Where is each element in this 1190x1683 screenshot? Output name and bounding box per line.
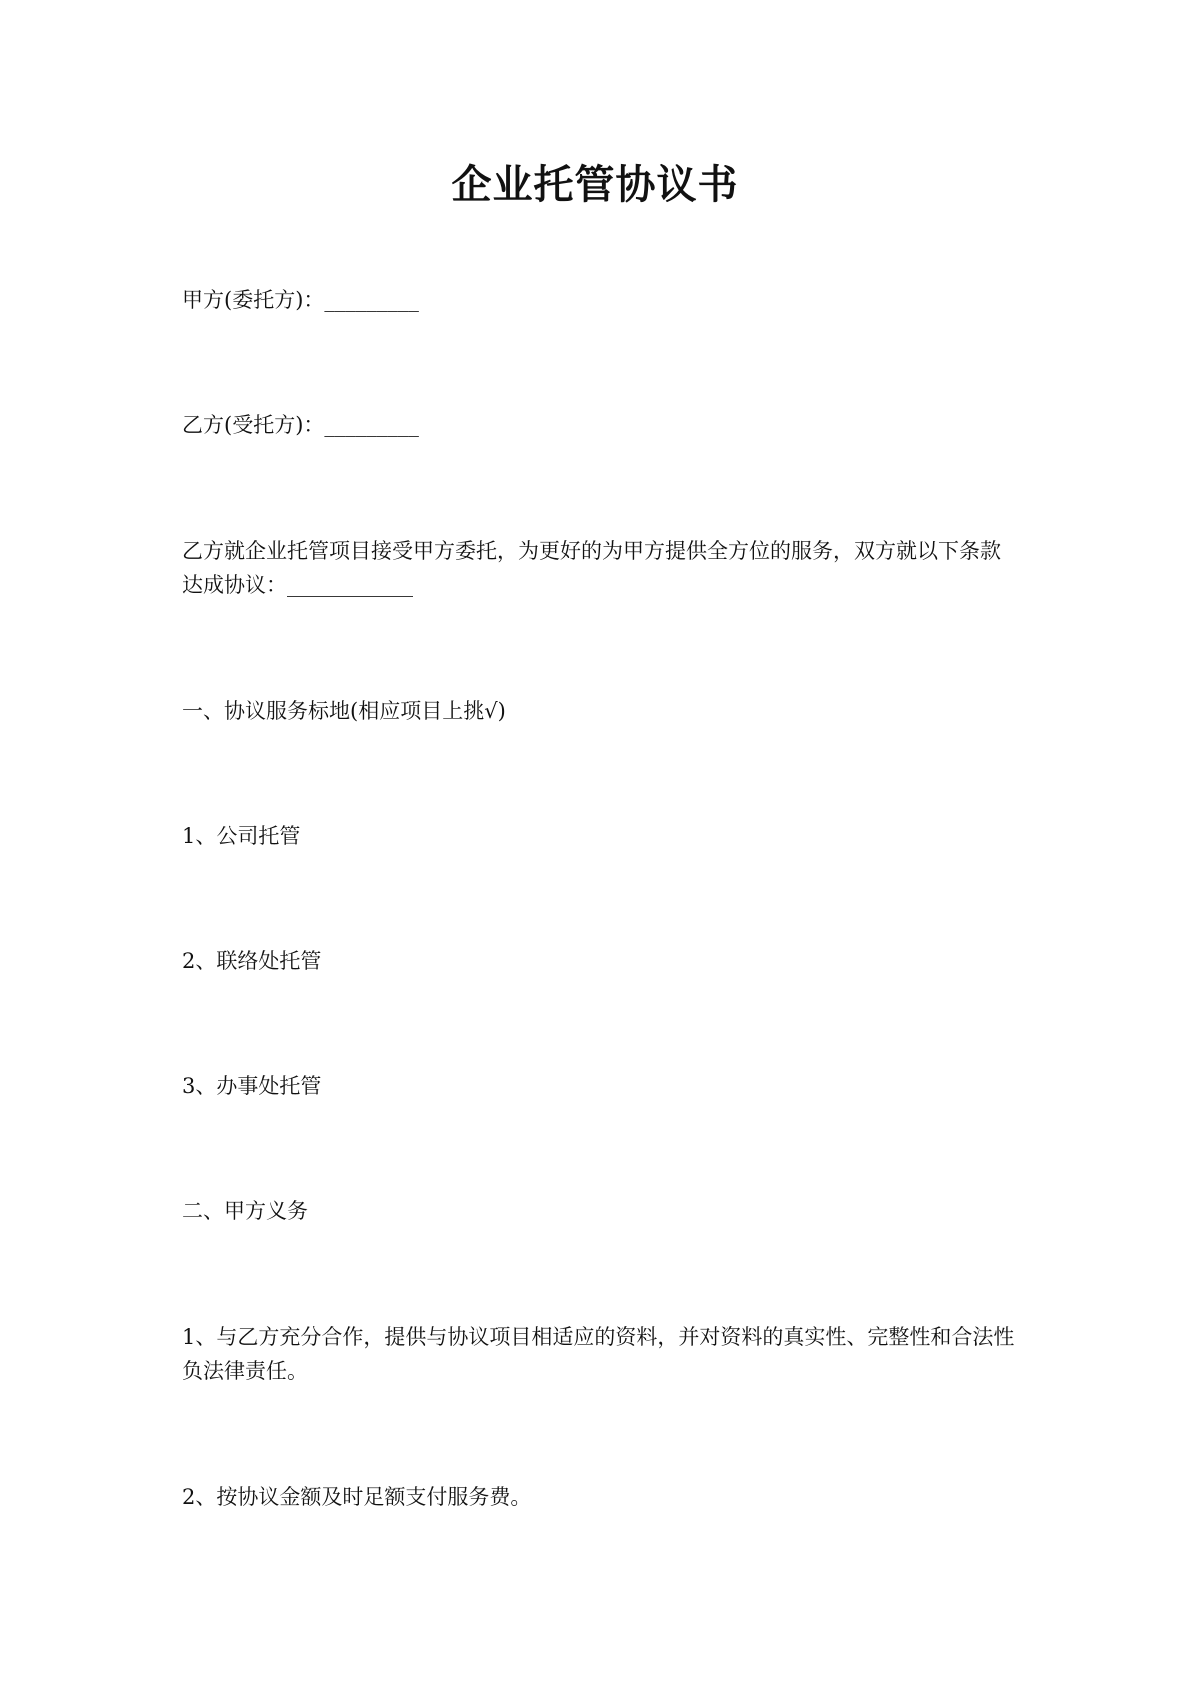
section-1-heading: 一、协议服务标地(相应项目上挑√) (182, 699, 506, 723)
document-title: 企业托管协议书 (451, 161, 739, 208)
party-b-line: 乙方(受托方)：_________ (182, 413, 419, 437)
section-2-item-1-line-1: 1、与乙方充分合作，提供与协议项目相适应的资料，并对资料的真实性、完整性和合法性 (182, 1325, 1015, 1349)
section-1-item-3: 3、办事处托管 (182, 1074, 322, 1098)
section-2-heading: 二、甲方义务 (182, 1199, 308, 1223)
section-2-item-2: 2、按协议金额及时足额支付服务费。 (182, 1485, 532, 1509)
intro-paragraph-line-1: 乙方就企业托管项目接受甲方委托，为更好的为甲方提供全方位的服务，双方就以下条款 (182, 539, 1001, 563)
section-1-item-1: 1、公司托管 (182, 824, 301, 848)
party-a-line: 甲方(委托方)：_________ (182, 288, 419, 312)
section-1-item-2: 2、联络处托管 (182, 949, 322, 973)
section-2-item-1-line-2: 负法律责任。 (182, 1359, 308, 1383)
intro-paragraph-line-2: 达成协议：____________ (182, 573, 413, 597)
